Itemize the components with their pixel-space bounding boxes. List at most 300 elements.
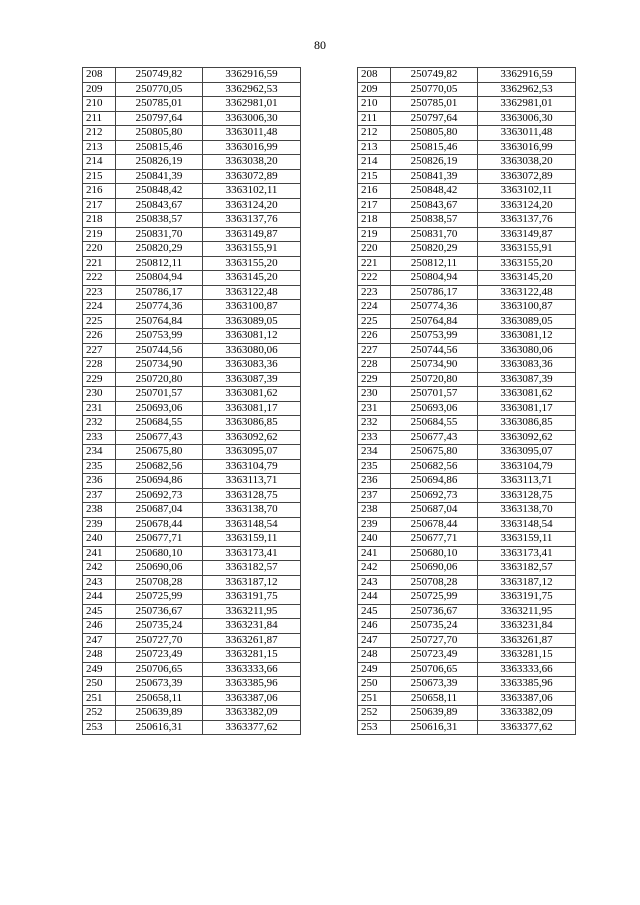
point-number-cell: 229 [83,372,116,387]
point-number-cell: 244 [358,590,391,605]
y-coordinate-cell: 3363261,87 [478,633,576,648]
point-number-cell: 242 [83,561,116,576]
table-row [358,503,576,518]
table-row [358,140,576,155]
table-row [83,227,301,242]
x-coordinate-cell: 250658,11 [391,691,478,706]
point-number-cell: 234 [358,445,391,460]
table-row [358,691,576,706]
table-row [83,111,301,126]
x-coordinate-cell: 250675,80 [116,445,203,460]
x-coordinate-cell: 250706,65 [391,662,478,677]
y-coordinate-cell: 3363081,12 [478,329,576,344]
point-number-cell: 227 [358,343,391,358]
table-row [83,691,301,706]
x-coordinate-cell: 250701,57 [116,387,203,402]
table-row [83,68,301,83]
y-coordinate-cell: 3363385,96 [478,677,576,692]
point-number-cell: 250 [358,677,391,692]
x-coordinate-cell: 250749,82 [391,68,478,83]
x-coordinate-cell: 250678,44 [391,517,478,532]
y-coordinate-cell: 3363148,54 [203,517,301,532]
y-coordinate-cell: 3363138,70 [203,503,301,518]
table-row [83,300,301,315]
y-coordinate-cell: 3363173,41 [478,546,576,561]
x-coordinate-cell: 250677,71 [116,532,203,547]
table-row [83,314,301,329]
point-number-cell: 239 [358,517,391,532]
y-coordinate-cell: 3363385,96 [203,677,301,692]
y-coordinate-cell: 3363382,09 [478,706,576,721]
y-coordinate-cell: 3363149,87 [478,227,576,242]
y-coordinate-cell: 3363100,87 [203,300,301,315]
x-coordinate-cell: 250826,19 [116,155,203,170]
y-coordinate-cell: 3363182,57 [203,561,301,576]
table-row [83,720,301,735]
table-row [358,706,576,721]
table-row [83,387,301,402]
point-number-cell: 236 [83,474,116,489]
y-coordinate-cell: 3363113,71 [478,474,576,489]
x-coordinate-cell: 250684,55 [116,416,203,431]
point-number-cell: 215 [358,169,391,184]
x-coordinate-cell: 250723,49 [116,648,203,663]
page-number: 80 [314,38,326,52]
table-row [83,517,301,532]
point-number-cell: 224 [358,300,391,315]
x-coordinate-cell: 250804,94 [116,271,203,286]
point-number-cell: 235 [83,459,116,474]
x-coordinate-cell: 250677,43 [116,430,203,445]
point-number-cell: 252 [83,706,116,721]
y-coordinate-cell: 3363387,06 [478,691,576,706]
y-coordinate-cell: 3363122,48 [203,285,301,300]
table-row [83,358,301,373]
point-number-cell: 208 [83,68,116,83]
table-row [83,590,301,605]
y-coordinate-cell: 3363387,06 [203,691,301,706]
y-coordinate-cell: 3363083,36 [203,358,301,373]
y-coordinate-cell: 3362962,53 [478,82,576,97]
table-row [83,648,301,663]
table-row [83,242,301,257]
point-number-cell: 211 [358,111,391,126]
table-row [358,111,576,126]
point-number-cell: 217 [83,198,116,213]
point-number-cell: 239 [83,517,116,532]
point-number-cell: 221 [358,256,391,271]
table-row [358,227,576,242]
x-coordinate-cell: 250692,73 [391,488,478,503]
table-row [83,706,301,721]
table-row [83,532,301,547]
point-number-cell: 209 [83,82,116,97]
point-number-cell: 233 [83,430,116,445]
y-coordinate-cell: 3363382,09 [203,706,301,721]
y-coordinate-cell: 3363187,12 [478,575,576,590]
x-coordinate-cell: 250675,80 [391,445,478,460]
point-number-cell: 216 [83,184,116,199]
table-row [358,677,576,692]
coordinates-table-right [357,67,576,735]
y-coordinate-cell: 3363092,62 [478,430,576,445]
y-coordinate-cell: 3363137,76 [478,213,576,228]
point-number-cell: 244 [83,590,116,605]
table-row [83,256,301,271]
x-coordinate-cell: 250774,36 [391,300,478,315]
x-coordinate-cell: 250687,04 [116,503,203,518]
x-coordinate-cell: 250658,11 [116,691,203,706]
point-number-cell: 243 [83,575,116,590]
y-coordinate-cell: 3363191,75 [478,590,576,605]
table-row [358,285,576,300]
point-number-cell: 215 [83,169,116,184]
coordinates-table-left-body [83,68,301,735]
point-number-cell: 240 [83,532,116,547]
point-number-cell: 241 [358,546,391,561]
x-coordinate-cell: 250841,39 [391,169,478,184]
y-coordinate-cell: 3363149,87 [203,227,301,242]
table-row [83,343,301,358]
y-coordinate-cell: 3363159,11 [478,532,576,547]
table-row [358,604,576,619]
table-row [358,416,576,431]
point-number-cell: 251 [358,691,391,706]
y-coordinate-cell: 3363333,66 [478,662,576,677]
point-number-cell: 218 [83,213,116,228]
x-coordinate-cell: 250797,64 [116,111,203,126]
point-number-cell: 249 [358,662,391,677]
point-number-cell: 211 [83,111,116,126]
x-coordinate-cell: 250684,55 [391,416,478,431]
point-number-cell: 227 [83,343,116,358]
point-number-cell: 225 [358,314,391,329]
y-coordinate-cell: 3363113,71 [203,474,301,489]
x-coordinate-cell: 250786,17 [391,285,478,300]
x-coordinate-cell: 250673,39 [391,677,478,692]
table-row [358,329,576,344]
y-coordinate-cell: 3363211,95 [203,604,301,619]
point-number-cell: 228 [83,358,116,373]
x-coordinate-cell: 250785,01 [116,97,203,112]
y-coordinate-cell: 3363155,20 [478,256,576,271]
y-coordinate-cell: 3363231,84 [478,619,576,634]
point-number-cell: 253 [358,720,391,735]
x-coordinate-cell: 250639,89 [391,706,478,721]
y-coordinate-cell: 3363173,41 [203,546,301,561]
point-number-cell: 246 [358,619,391,634]
point-number-cell: 230 [83,387,116,402]
x-coordinate-cell: 250820,29 [116,242,203,257]
x-coordinate-cell: 250815,46 [391,140,478,155]
table-row [358,358,576,373]
table-row [83,488,301,503]
point-number-cell: 247 [358,633,391,648]
y-coordinate-cell: 3363006,30 [478,111,576,126]
y-coordinate-cell: 3363377,62 [478,720,576,735]
table-row [83,662,301,677]
y-coordinate-cell: 3363095,07 [203,445,301,460]
x-coordinate-cell: 250764,84 [391,314,478,329]
x-coordinate-cell: 250736,67 [391,604,478,619]
table-row [83,445,301,460]
y-coordinate-cell: 3363081,62 [478,387,576,402]
x-coordinate-cell: 250690,06 [391,561,478,576]
y-coordinate-cell: 3363081,62 [203,387,301,402]
x-coordinate-cell: 250812,11 [391,256,478,271]
y-coordinate-cell: 3363148,54 [478,517,576,532]
y-coordinate-cell: 3362916,59 [478,68,576,83]
y-coordinate-cell: 3363104,79 [203,459,301,474]
y-coordinate-cell: 3363281,15 [478,648,576,663]
point-number-cell: 220 [83,242,116,257]
y-coordinate-cell: 3363137,76 [203,213,301,228]
x-coordinate-cell: 250841,39 [116,169,203,184]
y-coordinate-cell: 3363080,06 [203,343,301,358]
x-coordinate-cell: 250677,71 [391,532,478,547]
table-row [83,329,301,344]
y-coordinate-cell: 3363145,20 [203,271,301,286]
table-row [83,126,301,141]
point-number-cell: 238 [83,503,116,518]
point-number-cell: 213 [83,140,116,155]
point-number-cell: 228 [358,358,391,373]
x-coordinate-cell: 250734,90 [391,358,478,373]
table-row [83,474,301,489]
point-number-cell: 245 [358,604,391,619]
point-number-cell: 226 [83,329,116,344]
x-coordinate-cell: 250744,56 [391,343,478,358]
y-coordinate-cell: 3363124,20 [478,198,576,213]
x-coordinate-cell: 250616,31 [391,720,478,735]
y-coordinate-cell: 3362962,53 [203,82,301,97]
x-coordinate-cell: 250727,70 [391,633,478,648]
table-row [83,416,301,431]
x-coordinate-cell: 250639,89 [116,706,203,721]
x-coordinate-cell: 250687,04 [391,503,478,518]
x-coordinate-cell: 250694,86 [391,474,478,489]
x-coordinate-cell: 250831,70 [391,227,478,242]
x-coordinate-cell: 250820,29 [391,242,478,257]
y-coordinate-cell: 3363081,17 [478,401,576,416]
y-coordinate-cell: 3363087,39 [203,372,301,387]
y-coordinate-cell: 3363086,85 [203,416,301,431]
point-number-cell: 237 [83,488,116,503]
point-number-cell: 236 [358,474,391,489]
point-number-cell: 213 [358,140,391,155]
x-coordinate-cell: 250678,44 [116,517,203,532]
point-number-cell: 246 [83,619,116,634]
point-number-cell: 233 [358,430,391,445]
point-number-cell: 219 [83,227,116,242]
x-coordinate-cell: 250690,06 [116,561,203,576]
x-coordinate-cell: 250805,80 [116,126,203,141]
point-number-cell: 248 [83,648,116,663]
table-row [358,271,576,286]
x-coordinate-cell: 250848,42 [116,184,203,199]
y-coordinate-cell: 3363124,20 [203,198,301,213]
point-number-cell: 220 [358,242,391,257]
x-coordinate-cell: 250749,82 [116,68,203,83]
x-coordinate-cell: 250693,06 [391,401,478,416]
x-coordinate-cell: 250677,43 [391,430,478,445]
table-row [83,285,301,300]
point-number-cell: 247 [83,633,116,648]
point-number-cell: 225 [83,314,116,329]
coordinates-table-left [82,67,301,735]
point-number-cell: 253 [83,720,116,735]
table-row [358,126,576,141]
y-coordinate-cell: 3363231,84 [203,619,301,634]
table-row [358,561,576,576]
table-row [358,459,576,474]
y-coordinate-cell: 3363092,62 [203,430,301,445]
y-coordinate-cell: 3363102,11 [203,184,301,199]
x-coordinate-cell: 250680,10 [391,546,478,561]
point-number-cell: 251 [83,691,116,706]
point-number-cell: 232 [83,416,116,431]
table-row [83,401,301,416]
point-number-cell: 249 [83,662,116,677]
point-number-cell: 219 [358,227,391,242]
table-row [83,503,301,518]
point-number-cell: 229 [358,372,391,387]
table-row [83,271,301,286]
y-coordinate-cell: 3363081,12 [203,329,301,344]
x-coordinate-cell: 250785,01 [391,97,478,112]
x-coordinate-cell: 250770,05 [391,82,478,97]
y-coordinate-cell: 3363038,20 [478,155,576,170]
point-number-cell: 231 [83,401,116,416]
x-coordinate-cell: 250848,42 [391,184,478,199]
x-coordinate-cell: 250708,28 [391,575,478,590]
x-coordinate-cell: 250735,24 [116,619,203,634]
point-number-cell: 216 [358,184,391,199]
x-coordinate-cell: 250694,86 [116,474,203,489]
x-coordinate-cell: 250708,28 [116,575,203,590]
y-coordinate-cell: 3363095,07 [478,445,576,460]
y-coordinate-cell: 3363155,91 [203,242,301,257]
table-row [358,68,576,83]
y-coordinate-cell: 3363081,17 [203,401,301,416]
table-row [83,619,301,634]
x-coordinate-cell: 250725,99 [116,590,203,605]
x-coordinate-cell: 250804,94 [391,271,478,286]
table-row [358,532,576,547]
y-coordinate-cell: 3362916,59 [203,68,301,83]
x-coordinate-cell: 250735,24 [391,619,478,634]
table-row [83,677,301,692]
point-number-cell: 240 [358,532,391,547]
y-coordinate-cell: 3362981,01 [478,97,576,112]
x-coordinate-cell: 250843,67 [116,198,203,213]
x-coordinate-cell: 250736,67 [116,604,203,619]
point-number-cell: 210 [83,97,116,112]
x-coordinate-cell: 250734,90 [116,358,203,373]
table-row [83,633,301,648]
point-number-cell: 241 [83,546,116,561]
table-row [83,546,301,561]
x-coordinate-cell: 250682,56 [391,459,478,474]
y-coordinate-cell: 3363087,39 [478,372,576,387]
y-coordinate-cell: 3363089,05 [478,314,576,329]
table-row [358,517,576,532]
table-row [358,546,576,561]
x-coordinate-cell: 250812,11 [116,256,203,271]
table-row [83,198,301,213]
x-coordinate-cell: 250774,36 [116,300,203,315]
table-row [83,459,301,474]
table-row [358,242,576,257]
y-coordinate-cell: 3363011,48 [478,126,576,141]
y-coordinate-cell: 3363182,57 [478,561,576,576]
y-coordinate-cell: 3363038,20 [203,155,301,170]
y-coordinate-cell: 3363102,11 [478,184,576,199]
x-coordinate-cell: 250720,80 [116,372,203,387]
point-number-cell: 212 [358,126,391,141]
x-coordinate-cell: 250838,57 [391,213,478,228]
table-row [83,184,301,199]
point-number-cell: 242 [358,561,391,576]
y-coordinate-cell: 3363155,91 [478,242,576,257]
point-number-cell: 237 [358,488,391,503]
table-row [83,155,301,170]
table-row [358,619,576,634]
y-coordinate-cell: 3363104,79 [478,459,576,474]
x-coordinate-cell: 250723,49 [391,648,478,663]
table-row [83,97,301,112]
point-number-cell: 224 [83,300,116,315]
table-row [358,575,576,590]
table-row [358,343,576,358]
table-row [83,561,301,576]
table-row [358,372,576,387]
x-coordinate-cell: 250770,05 [116,82,203,97]
x-coordinate-cell: 250786,17 [116,285,203,300]
y-coordinate-cell: 3363089,05 [203,314,301,329]
table-row [83,140,301,155]
y-coordinate-cell: 3363191,75 [203,590,301,605]
table-row [358,387,576,402]
y-coordinate-cell: 3363083,36 [478,358,576,373]
point-number-cell: 222 [358,271,391,286]
x-coordinate-cell: 250831,70 [116,227,203,242]
x-coordinate-cell: 250838,57 [116,213,203,228]
point-number-cell: 226 [358,329,391,344]
point-number-cell: 218 [358,213,391,228]
x-coordinate-cell: 250706,65 [116,662,203,677]
point-number-cell: 209 [358,82,391,97]
x-coordinate-cell: 250797,64 [391,111,478,126]
table-row [358,474,576,489]
x-coordinate-cell: 250843,67 [391,198,478,213]
table-row [358,184,576,199]
y-coordinate-cell: 3363016,99 [203,140,301,155]
point-number-cell: 245 [83,604,116,619]
point-number-cell: 238 [358,503,391,518]
y-coordinate-cell: 3363080,06 [478,343,576,358]
point-number-cell: 248 [358,648,391,663]
table-row [358,300,576,315]
x-coordinate-cell: 250744,56 [116,343,203,358]
table-row [358,430,576,445]
table-row [358,445,576,460]
table-row [358,488,576,503]
table-row [358,97,576,112]
x-coordinate-cell: 250753,99 [391,329,478,344]
point-number-cell: 223 [83,285,116,300]
x-coordinate-cell: 250616,31 [116,720,203,735]
